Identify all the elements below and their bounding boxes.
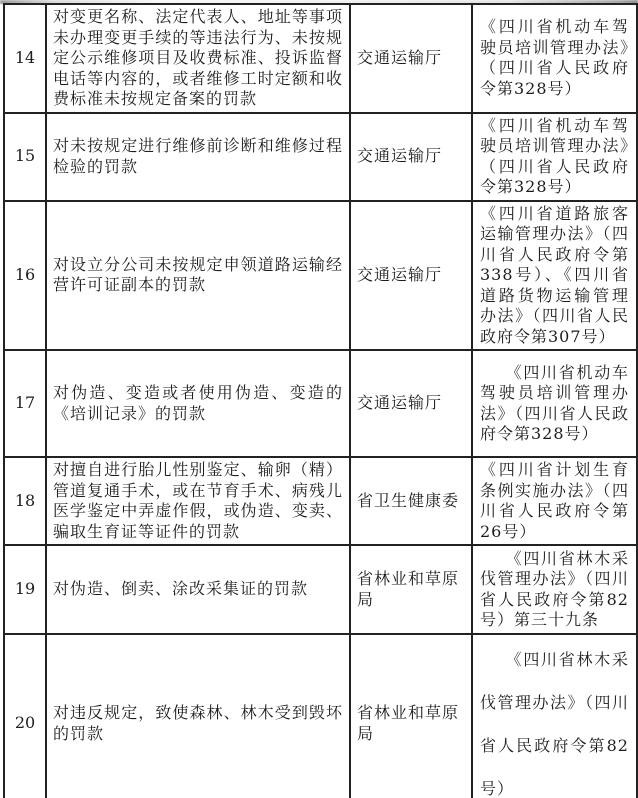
department-cell: 省林业和草原局	[350, 634, 472, 798]
row-number-cell: 17	[4, 350, 46, 457]
penalty-description-cell: 对擅自进行胎儿性别鉴定、输卵（精）管道复通手术，或在节育手术、病残儿医学鉴定中弄虚作假，或伪造、变卖、骗取生育证等证件的罚款	[46, 457, 350, 545]
penalty-description-cell: 对设立分公司未按规定申领道路运输经营许可证副本的罚款	[46, 201, 350, 351]
row-number-cell: 20	[4, 634, 46, 798]
legal-basis-cell: 《四川省机动车驾驶员培训管理办法》（四川省人民政府令第328号）	[472, 4, 637, 113]
penalty-description-cell: 对违反规定，致使森林、林木受到毁坏的罚款	[46, 634, 350, 798]
table-row	[4, 545, 637, 634]
penalty-description-cell: 对伪造、倒卖、涂改采集证的罚款	[46, 545, 350, 634]
table-row	[4, 201, 637, 351]
table-row	[4, 634, 637, 798]
legal-basis-cell: 《四川省计划生育条例实施办法》（四川省人民政府令第26号）	[472, 457, 637, 545]
department-cell: 交通运输厅	[350, 201, 472, 351]
legal-basis-cell: 《四川省机动车驾驶员培训管理办法》（四川省人民政府令第328号）	[472, 113, 637, 201]
legal-basis-cell: 《四川省林木采伐管理办法》（四川省人民政府令第82号）第三十九条	[472, 545, 637, 634]
row-number-cell: 16	[4, 201, 46, 351]
table-row	[4, 4, 637, 113]
department-cell: 省林业和草原局	[350, 545, 472, 634]
row-number-cell: 15	[4, 113, 46, 201]
row-number-cell: 14	[4, 4, 46, 113]
table-row	[4, 113, 637, 201]
row-number-cell: 18	[4, 457, 46, 545]
legal-basis-cell: 《四川省道路旅客运输管理办法》（四川省人民政府令第338号）、《四川省道路货物运输管理办法》（四川省人民政府令第307号）	[472, 201, 637, 351]
department-cell: 交通运输厅	[350, 113, 472, 201]
department-cell: 交通运输厅	[350, 4, 472, 113]
department-cell: 交通运输厅	[350, 350, 472, 457]
legal-basis-cell: 《四川省机动车驾驶员培训管理办法》（四川省人民政府令第328号）	[472, 350, 637, 457]
penalty-description-cell: 对未按规定进行维修前诊断和维修过程检验的罚款	[46, 113, 350, 201]
table-row	[4, 350, 637, 457]
department-cell: 省卫生健康委	[350, 457, 472, 545]
table-row	[4, 457, 637, 545]
row-number-cell: 19	[4, 545, 46, 634]
penalty-description-cell: 对伪造、变造或者使用伪造、变造的《培训记录》的罚款	[46, 350, 350, 457]
legal-basis-cell: 《四川省林木采伐管理办法》（四川省人民政府令第82号）	[472, 634, 637, 798]
penalty-table	[3, 3, 638, 798]
penalty-description-cell: 对变更名称、法定代表人、地址等事项未办理变更手续的等违法行为、未按规定公示维修项目及收费标准、投诉监督电话等内容的，或者维修工时定额和收费标准未按规定备案的罚款	[46, 4, 350, 113]
